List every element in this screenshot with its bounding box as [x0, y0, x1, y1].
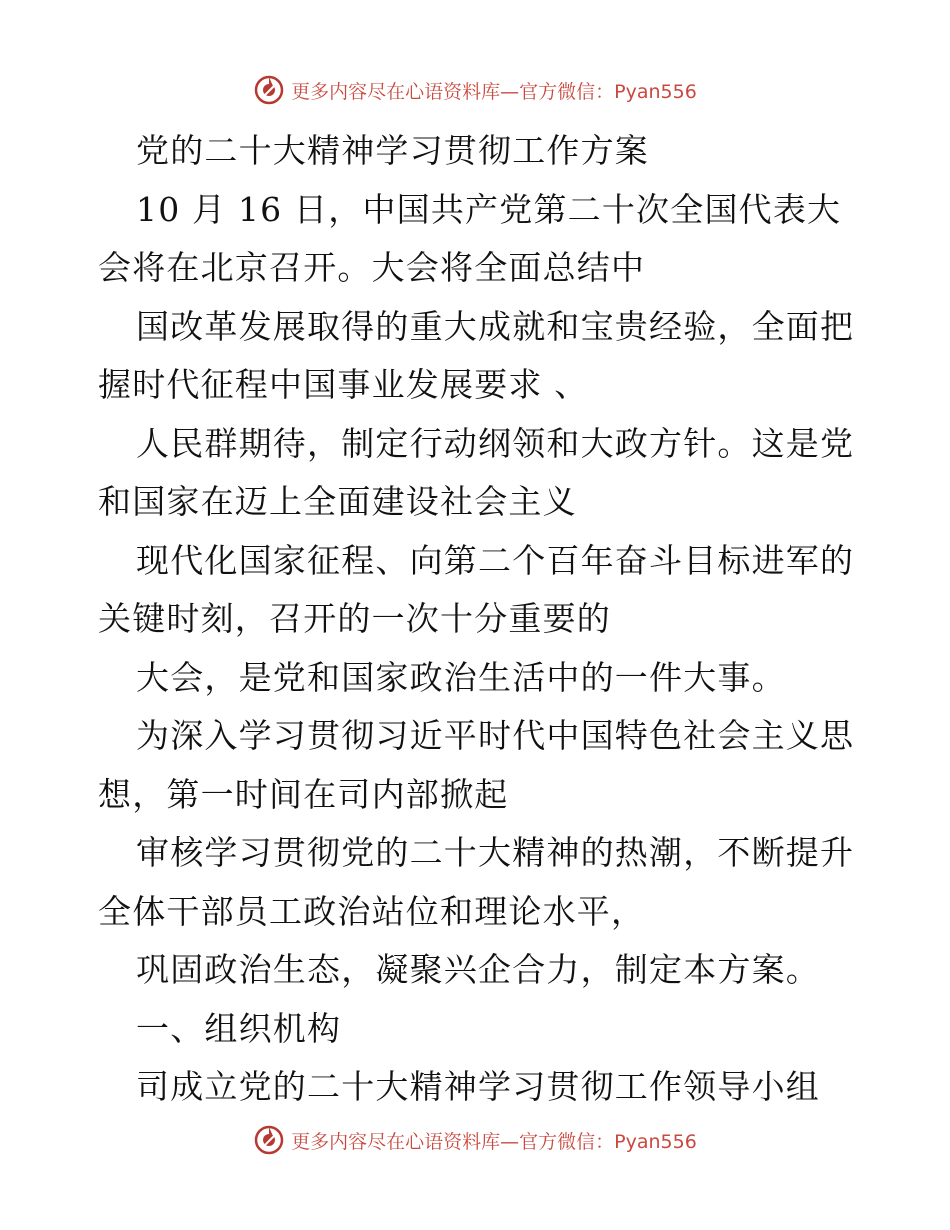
footer-watermark — [0, 1120, 950, 1160]
document-body — [98, 122, 858, 1117]
paragraph-line: 握时代征程中国事业发展要求 、 — [98, 365, 589, 404]
watermark-logo-icon — [253, 74, 285, 106]
header-watermark — [0, 70, 950, 110]
paragraph-line: 国改革发展取得的重大成就和宝贵经验，全面把 — [136, 306, 855, 346]
paragraph-line: 为深入学习贯彻习近平时代中国特色社会主义思 — [136, 716, 855, 755]
watermark-text: 更多内容尽在心语资料库—官方微信：Pyan556 — [291, 1130, 697, 1153]
paragraph-line: 全体干部员工政治站位和理论水平， — [98, 891, 646, 931]
paragraph-line: 想，第一时间在司内部掀起 — [98, 774, 509, 814]
paragraph-line: 大会，是党和国家政治生活中的一件大事。 — [136, 657, 786, 697]
paragraph-line: 巩固政治生态，凝聚兴企合力，制定本方案。 — [136, 950, 820, 989]
paragraph-line: 人民群期待，制定行动纲领和大政方针。这是党 — [136, 423, 855, 463]
paragraph-line: 和国家在迈上全面建设社会主义 — [98, 482, 577, 521]
doc-title: 党的二十大精神学习贯彻工作方案 — [136, 131, 649, 170]
paragraph-line: 会将在北京召开。大会将全面总结中 — [98, 248, 646, 287]
paragraph-line: 审核学习贯彻党的二十大精神的热潮，不断提升 — [136, 833, 855, 872]
watermark-logo-icon — [253, 1124, 285, 1156]
section-heading: 一、组织机构 — [136, 1008, 342, 1048]
paragraph-line: 现代化国家征程、向第二个百年奋斗目标进军的 — [136, 540, 855, 580]
paragraph-line: 关键时刻，召开的一次十分重要的 — [98, 599, 611, 638]
paragraph-line: 司成立党的二十大精神学习贯彻工作领导小组 — [136, 1067, 820, 1106]
paragraph-line: 10 月 16 日，中国共产党第二十次全国代表大 — [136, 189, 842, 229]
watermark-text: 更多内容尽在心语资料库—官方微信：Pyan556 — [291, 80, 697, 103]
